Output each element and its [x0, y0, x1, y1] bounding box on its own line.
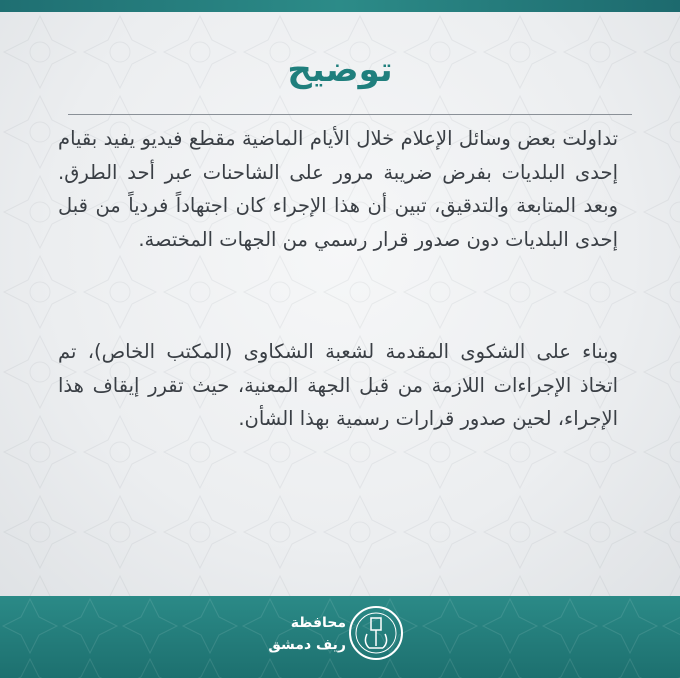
org-line-1: محافظة — [290, 615, 346, 631]
title-divider — [68, 114, 632, 115]
background-pattern — [0, 12, 680, 596]
top-band — [0, 0, 680, 12]
paragraph-2: وبناء على الشكوى المقدمة لشعبة الشكاوى (المكتب الخاص)، تم اتخاذ الإجراءات اللازمة من قبل الجهة المعنية، حيث تقرر إيقاف هذا الإجراء، لحين صدور قرارات رسمية بهذا الشأن. — [58, 340, 618, 430]
org-line-2: ريف دمشق — [268, 637, 346, 653]
content-panel — [0, 12, 680, 596]
page-title: توضيح — [287, 50, 393, 90]
governorate-emblem-icon — [347, 604, 405, 662]
paragraph-1: تداولت بعض وسائل الإعلام خلال الأيام الماضية مقطع فيديو يفيد بقيام إحدى البلديات بفرض ضريبة مرور على الشاحنات عبر أحد الطرق. وبعد المتابعة والتدقيق، تبين أن هذا الإجراء كان اجتهاداً فردياً من قبل إحدى البلديات دون صدور قرار رسمي من الجهات المختصة. — [58, 127, 618, 251]
organization-name — [256, 612, 346, 656]
